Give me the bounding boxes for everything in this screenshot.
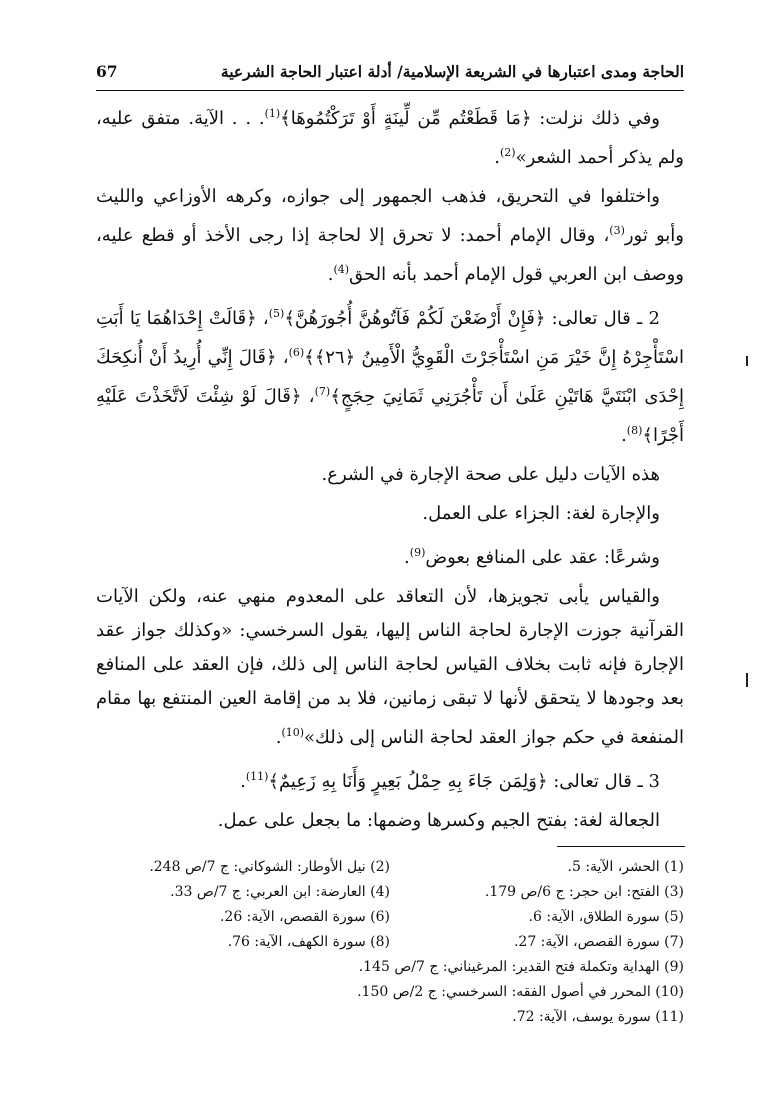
footnote-row — [96, 880, 684, 905]
footnote: (6) سورة القصص، الآية: 26. — [219, 909, 390, 925]
footnote: (9) الهداية وتكملة فتح القدير: المرغيناني: ج 7/ص 145. — [358, 959, 684, 975]
page-header — [96, 56, 684, 91]
paragraph: 3 ـ قال تعالى: ﴿وَلِمَن جَاءَ بِهِ حِمْلُ بَعِيرٍ وَأَنَا بِهِ زَعِيمٌ﴾$^{(11)}$. — [240, 770, 660, 792]
footnote: (1) الحشر، الآية: 5. — [567, 859, 684, 875]
footnote-row — [96, 980, 684, 1005]
paragraph: وشرعًا: عقد على المنافع بعوض$^{(9)}$. — [404, 546, 660, 568]
footnote: (11) سورة يوسف، الآية: 72. — [512, 1009, 684, 1025]
paragraph: وفي ذلك نزلت: ﴿مَا قَطَعْتُم مِّن لِّينَةٍ أَوْ تَرَكْتُمُوهَا﴾$^{(1)}$. . . الآية. متفق عليه، ولم يذكر أحمد الشعر»$^{(2)}$. — [96, 107, 684, 168]
paragraph: والقياس يأبى تجويزها، لأن التعاقد على المعدوم منهي عنه، ولكن الآيات القرآنية جوزت الإجارة لحاجة الناس إليها، يقول السرخسي: «وكذلك جواز عقد الإجارة فإنه ثابت بخلاف القياس لحاجة الناس إلى ذلك، فإن العقد على المنافع بعد وجودها لا يتحقق لأنها لا تبقى زمانين، فلا بد من إقامة العين المنتفع بها مقام المنفعة في حكم جواز العقد لحاجة الناس إلى ذلك»$^{(10)}$. — [96, 586, 684, 748]
footnote: (2) نيل الأوطار: الشوكاني: ج 7/ص 248. — [149, 859, 390, 875]
paragraph: واختلفوا في التحريق، فذهب الجمهور إلى جوازه، وكرهه الأوزاعي والليث وأبو ثور$^{(3)}$، وقال الإمام أحمد: لا تحرق إلا لحاجة إذا رجى الأخذ أو قطع عليه، ووصف ابن العربي قول الإمام أحمد بأنه الحق$^{(4)}$. — [96, 186, 684, 285]
footnote-separator — [557, 846, 685, 847]
footnote: (3) الفتح: ابن حجر: ج 6/ص 179. — [484, 884, 684, 900]
page-number: 67 — [96, 62, 118, 81]
footnote: (5) سورة الطلاق، الآية: 6. — [528, 909, 684, 925]
paragraph: هذه الآيات دليل على صحة الإجارة في الشرع. — [321, 464, 660, 485]
footnote-row — [96, 1005, 684, 1030]
footnote: (4) العارضة: ابن العربي: ج 7/ص 33. — [170, 884, 390, 900]
footnote: (7) سورة القصص، الآية: 27. — [513, 934, 684, 950]
paragraph: 2 ـ قال تعالى: ﴿فَإِنْ أَرْضَعْنَ لَكُمْ فَآتُوهُنَّ أُجُورَهُنَّ﴾$^{(5)}$، ﴿قَالَتْ إِحْدَاهُمَا يَا أَبَتِ اسْتَأْجِرْهُ إِنَّ خَيْرَ مَنِ اسْتَأْجَرْتَ الْقَوِيُّ الْأَمِينُ ﴿٢٦﴾﴾$^{(6)}$، ﴿قَالَ إِنِّي أُرِيدُ أَنْ أُنكِحَكَ إِحْدَى ابْنَتَيَّ هَاتَيْنِ عَلَىٰ أَن تَأْجُرَنِي ثَمَانِيَ حِجَجٍ﴾$^{(7)}$، ﴿قَالَ لَوْ شِئْتَ لَاتَّخَذْتَ عَلَيْهِ أَجْرًا﴾$^{(8)}$. — [96, 307, 684, 446]
footnotes — [96, 855, 684, 1030]
paragraph: والإجارة لغة: الجزاء على العمل. — [422, 503, 660, 524]
margin-mark — [746, 673, 748, 687]
footnote-row — [96, 855, 684, 880]
footnote: (8) سورة الكهف، الآية: 76. — [227, 934, 390, 950]
margin-mark — [746, 356, 748, 366]
running-title: الحاجة ومدى اعتبارها في الشريعة الإسلامية/ أدلة اعتبار الحاجة الشرعية — [220, 62, 684, 81]
footnote-row — [96, 905, 684, 930]
footnote: (10) المحرر في أصول الفقه: السرخسي: ج 2/ص 150. — [357, 984, 684, 1000]
footnote-row — [96, 930, 684, 955]
footnote-row — [96, 955, 684, 980]
paragraph: الجعالة لغة: بفتح الجيم وكسرها وضمها: ما بجعل على عمل. — [217, 810, 660, 831]
body-text — [96, 97, 684, 843]
